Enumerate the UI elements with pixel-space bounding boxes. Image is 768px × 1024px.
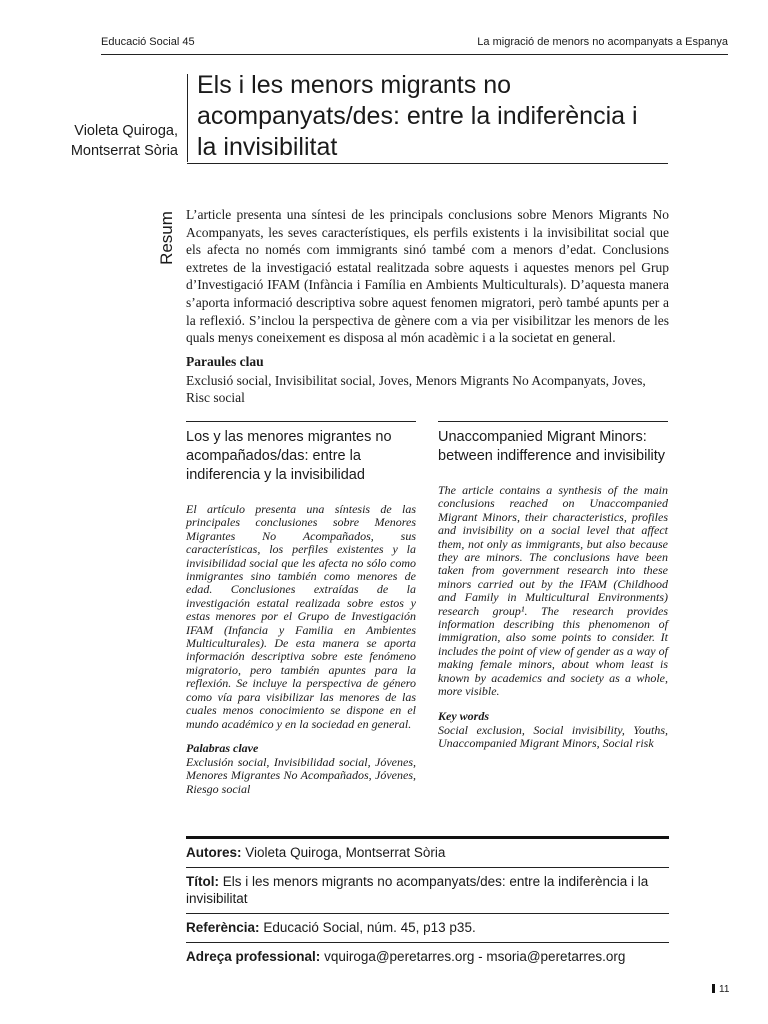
- english-abstract-column: [438, 421, 668, 750]
- article-title: Els i les menors migrants no acompanyats/des: entre la indiferència i la invisibilitat: [197, 71, 638, 161]
- english-abstract: The article contains a synthesis of the main conclusions reached on Unaccompanied Migrant Minors, their characteristics, profiles and invisibility on a social level that affect them, not only as immigrants, but also because they are minors. The conclusions have been taken from government research into these minors carried out by the IFAM (Childhood and Family in Multicultural Environments) research group¹. The research provides information describing this phenomenon of immigration, also some points to consider. It includes the point of view of gender as a way of making female minors, about whom least is known by academics and society as a whole, more visible.: [438, 483, 668, 699]
- article-authors: [40, 121, 178, 161]
- spanish-keywords-heading: Palabras clave: [186, 740, 259, 755]
- resum-keywords: Exclusió social, Invisibilitat social, Joves, Menors Migrants No Acompanyats, Joves, Risc social: [186, 373, 646, 405]
- spanish-title: Los y las menores migrantes no acompañados/das: entre la indiferencia y la invisibilidad: [186, 429, 392, 483]
- meta-reference: [186, 914, 669, 943]
- running-title: La migració de menors no acompanyats a Espanya: [477, 36, 728, 48]
- meta-reference-value: Educació Social, núm. 45, p13 p35.: [263, 920, 476, 935]
- spanish-abstract: El artículo presenta una síntesis de las principales conclusiones sobre Menores Migrantes No Acompañados, sus características, los perfiles existentes y la invisibilidad social que les afecta no sólo como inmigrantes sino también como menores de edad. Conclusiones extraídas de la investigación estatal realizada sobre estos y estas menores por el Grupo de Investigación IFAM (Infancia y Familia en Ambientes Multiculturales). De esta manera se aporta información descriptiva sobre este fenómeno migratorio, pero también apuntes para la reflexión. Se incluye la perspectiva de género como vía para visibilizar las menores de las cuales menos conocimiento se dispone en el mundo académico y en la sociedad en general.: [186, 502, 416, 731]
- english-title: Unaccompanied Migrant Minors: between indifference and invisibility: [438, 429, 666, 464]
- meta-title-value: Els i les menors migrants no acompanyats/des: entre la indiferència i la invisibilitat: [186, 874, 649, 906]
- meta-reference-label: Referència:: [186, 920, 260, 935]
- meta-title-label: Títol:: [186, 874, 219, 889]
- article-metadata: [186, 836, 669, 971]
- meta-address-label: Adreça professional:: [186, 949, 321, 964]
- spanish-abstract-column: [186, 421, 416, 796]
- title-underline: [187, 163, 668, 164]
- english-keywords-heading: Key words: [438, 708, 489, 723]
- meta-authors-value: Violeta Quiroga, Montserrat Sòria: [245, 845, 446, 860]
- meta-address: [186, 943, 669, 971]
- meta-title: [186, 868, 669, 914]
- journal-name: Educació Social 45: [101, 36, 195, 48]
- english-keywords: Social exclusion, Social invisibility, Youths, Unaccompanied Migrant Minors, Social risk: [438, 722, 668, 750]
- page-number: 11: [712, 984, 729, 995]
- resum-label: Resum: [157, 211, 176, 265]
- resum-keywords-heading: Paraules clau: [186, 354, 264, 369]
- spanish-keywords: Exclusión social, Invisibilidad social, Jóvenes, Menores Migrantes No Acompañados, Jóvenes, Riesgo social: [186, 754, 416, 796]
- author-2: Montserrat Sòria: [70, 143, 178, 159]
- meta-authors: [186, 839, 669, 868]
- author-1: Violeta Quiroga,: [74, 123, 178, 139]
- meta-authors-label: Autores:: [186, 845, 242, 860]
- running-header: [101, 36, 728, 55]
- meta-address-value: vquiroga@peretarres.org - msoria@peretarres.org: [324, 949, 626, 964]
- page-marker: [712, 984, 715, 993]
- column-rule: [186, 421, 416, 422]
- title-divider: [187, 74, 188, 162]
- column-rule: [438, 421, 668, 422]
- resum-text: L’article presenta una síntesi de les principals conclusions sobre Menors Migrants No Acompanyats, les seves característiques, els perfils existents i la invisibilitat social que els afecta no només com immigrants sinó també com a menors d’edat. Conclusions extretes de la investigació estatal realitzada sobre aquests i aquestes menors pel Grup d’Investigació IFAM (Infància i Família en Ambients Multiculturals). D’aquesta manera s’aporta informació descriptiva sobre aquest fenomen migratori, però també apunts per a la reflexió. S’inclou la perspectiva de gènere com a via per visibilitzar les menors de les quals menys coneixement es disposa al món acadèmic i a la societat en general.: [186, 207, 669, 346]
